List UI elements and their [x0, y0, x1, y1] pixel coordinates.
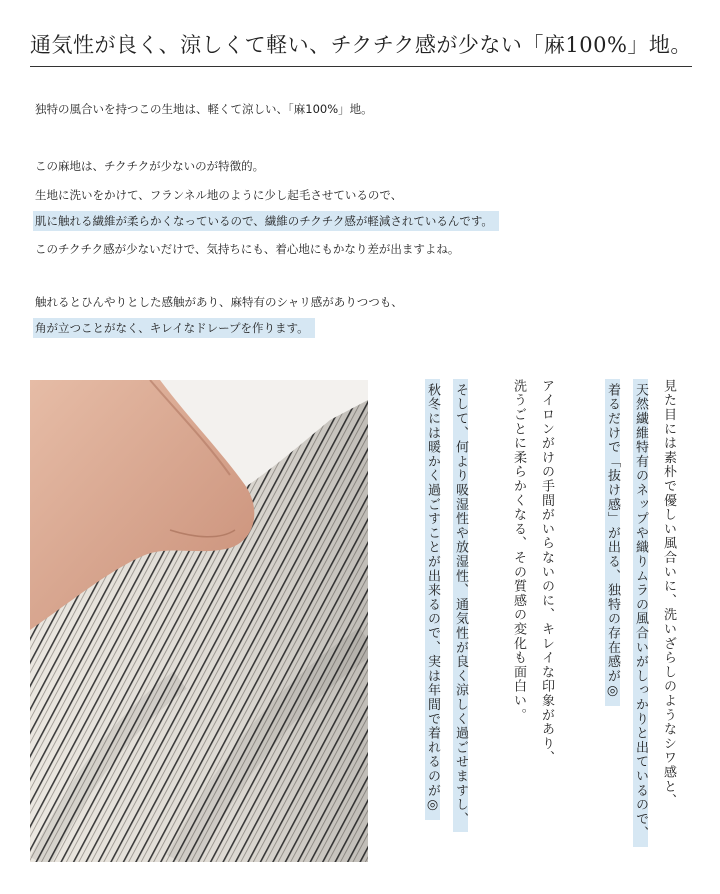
fabric-photo [30, 380, 368, 862]
paragraph-1-line: この麻地は、チクチクが少ないのが特徴的。 [35, 159, 265, 173]
highlight-band: 肌に触れる繊維が柔らかくなっているので、繊維のチクチク感が軽減されているんです。 [33, 211, 499, 231]
highlight-band: そして、何より吸湿性や放湿性、通気性が良く涼しく過ごせますし、 [453, 379, 468, 832]
paragraph-1-line: 生地に洗いをかけて、フランネル地のように少し起毛させているので、 [35, 188, 403, 202]
vertical-text-column: 洗うごとに柔らかくなる、その質感の変化も面白い。 [511, 379, 526, 723]
paragraph-2-line: 触れるとひんやりとした感触があり、麻特有のシャリ感がありつつも、 [35, 295, 403, 309]
vertical-text-column: 見た目には素朴で優しい風合いに、洗いざらしのようなシワ感と、 [661, 379, 676, 808]
highlight-band: 天然繊維特有のネップや織りムラの風合いがしっかりと出ているので、 [633, 379, 648, 847]
paragraph-2-line-highlighted [35, 320, 315, 336]
intro-text: 独特の風合いを持つこの生地は、軽くて涼しい、「麻100%」地。 [35, 102, 373, 116]
paragraph-1-line: このチクチク感が少ないだけで、気持ちにも、着心地にもかなり差が出ますよね。 [35, 242, 460, 256]
fabric-illustration [30, 380, 368, 862]
vertical-text-column: アイロンがけの手間がいらないのに、キレイな印象があり、 [539, 379, 554, 766]
page-title: 通気性が良く、涼しくて軽い、チクチク感が少ない「麻100%」地。 [30, 28, 692, 67]
vertical-text-column-highlighted [598, 379, 626, 706]
vertical-text-column-highlighted [418, 379, 446, 820]
highlight-band: 着るだけで「抜け感」が出る、独特の存在感が◎ [605, 379, 620, 706]
highlight-band: 角が立つことがなく、キレイなドレープを作ります。 [33, 318, 315, 338]
highlight-band: 秋冬には暖かく過ごすことが出来るので、実は年間で着れるのが◎ [425, 379, 440, 820]
vertical-text-column-highlighted [446, 379, 474, 832]
vertical-text-column-highlighted [626, 379, 654, 847]
paragraph-1-line-highlighted [35, 213, 499, 229]
